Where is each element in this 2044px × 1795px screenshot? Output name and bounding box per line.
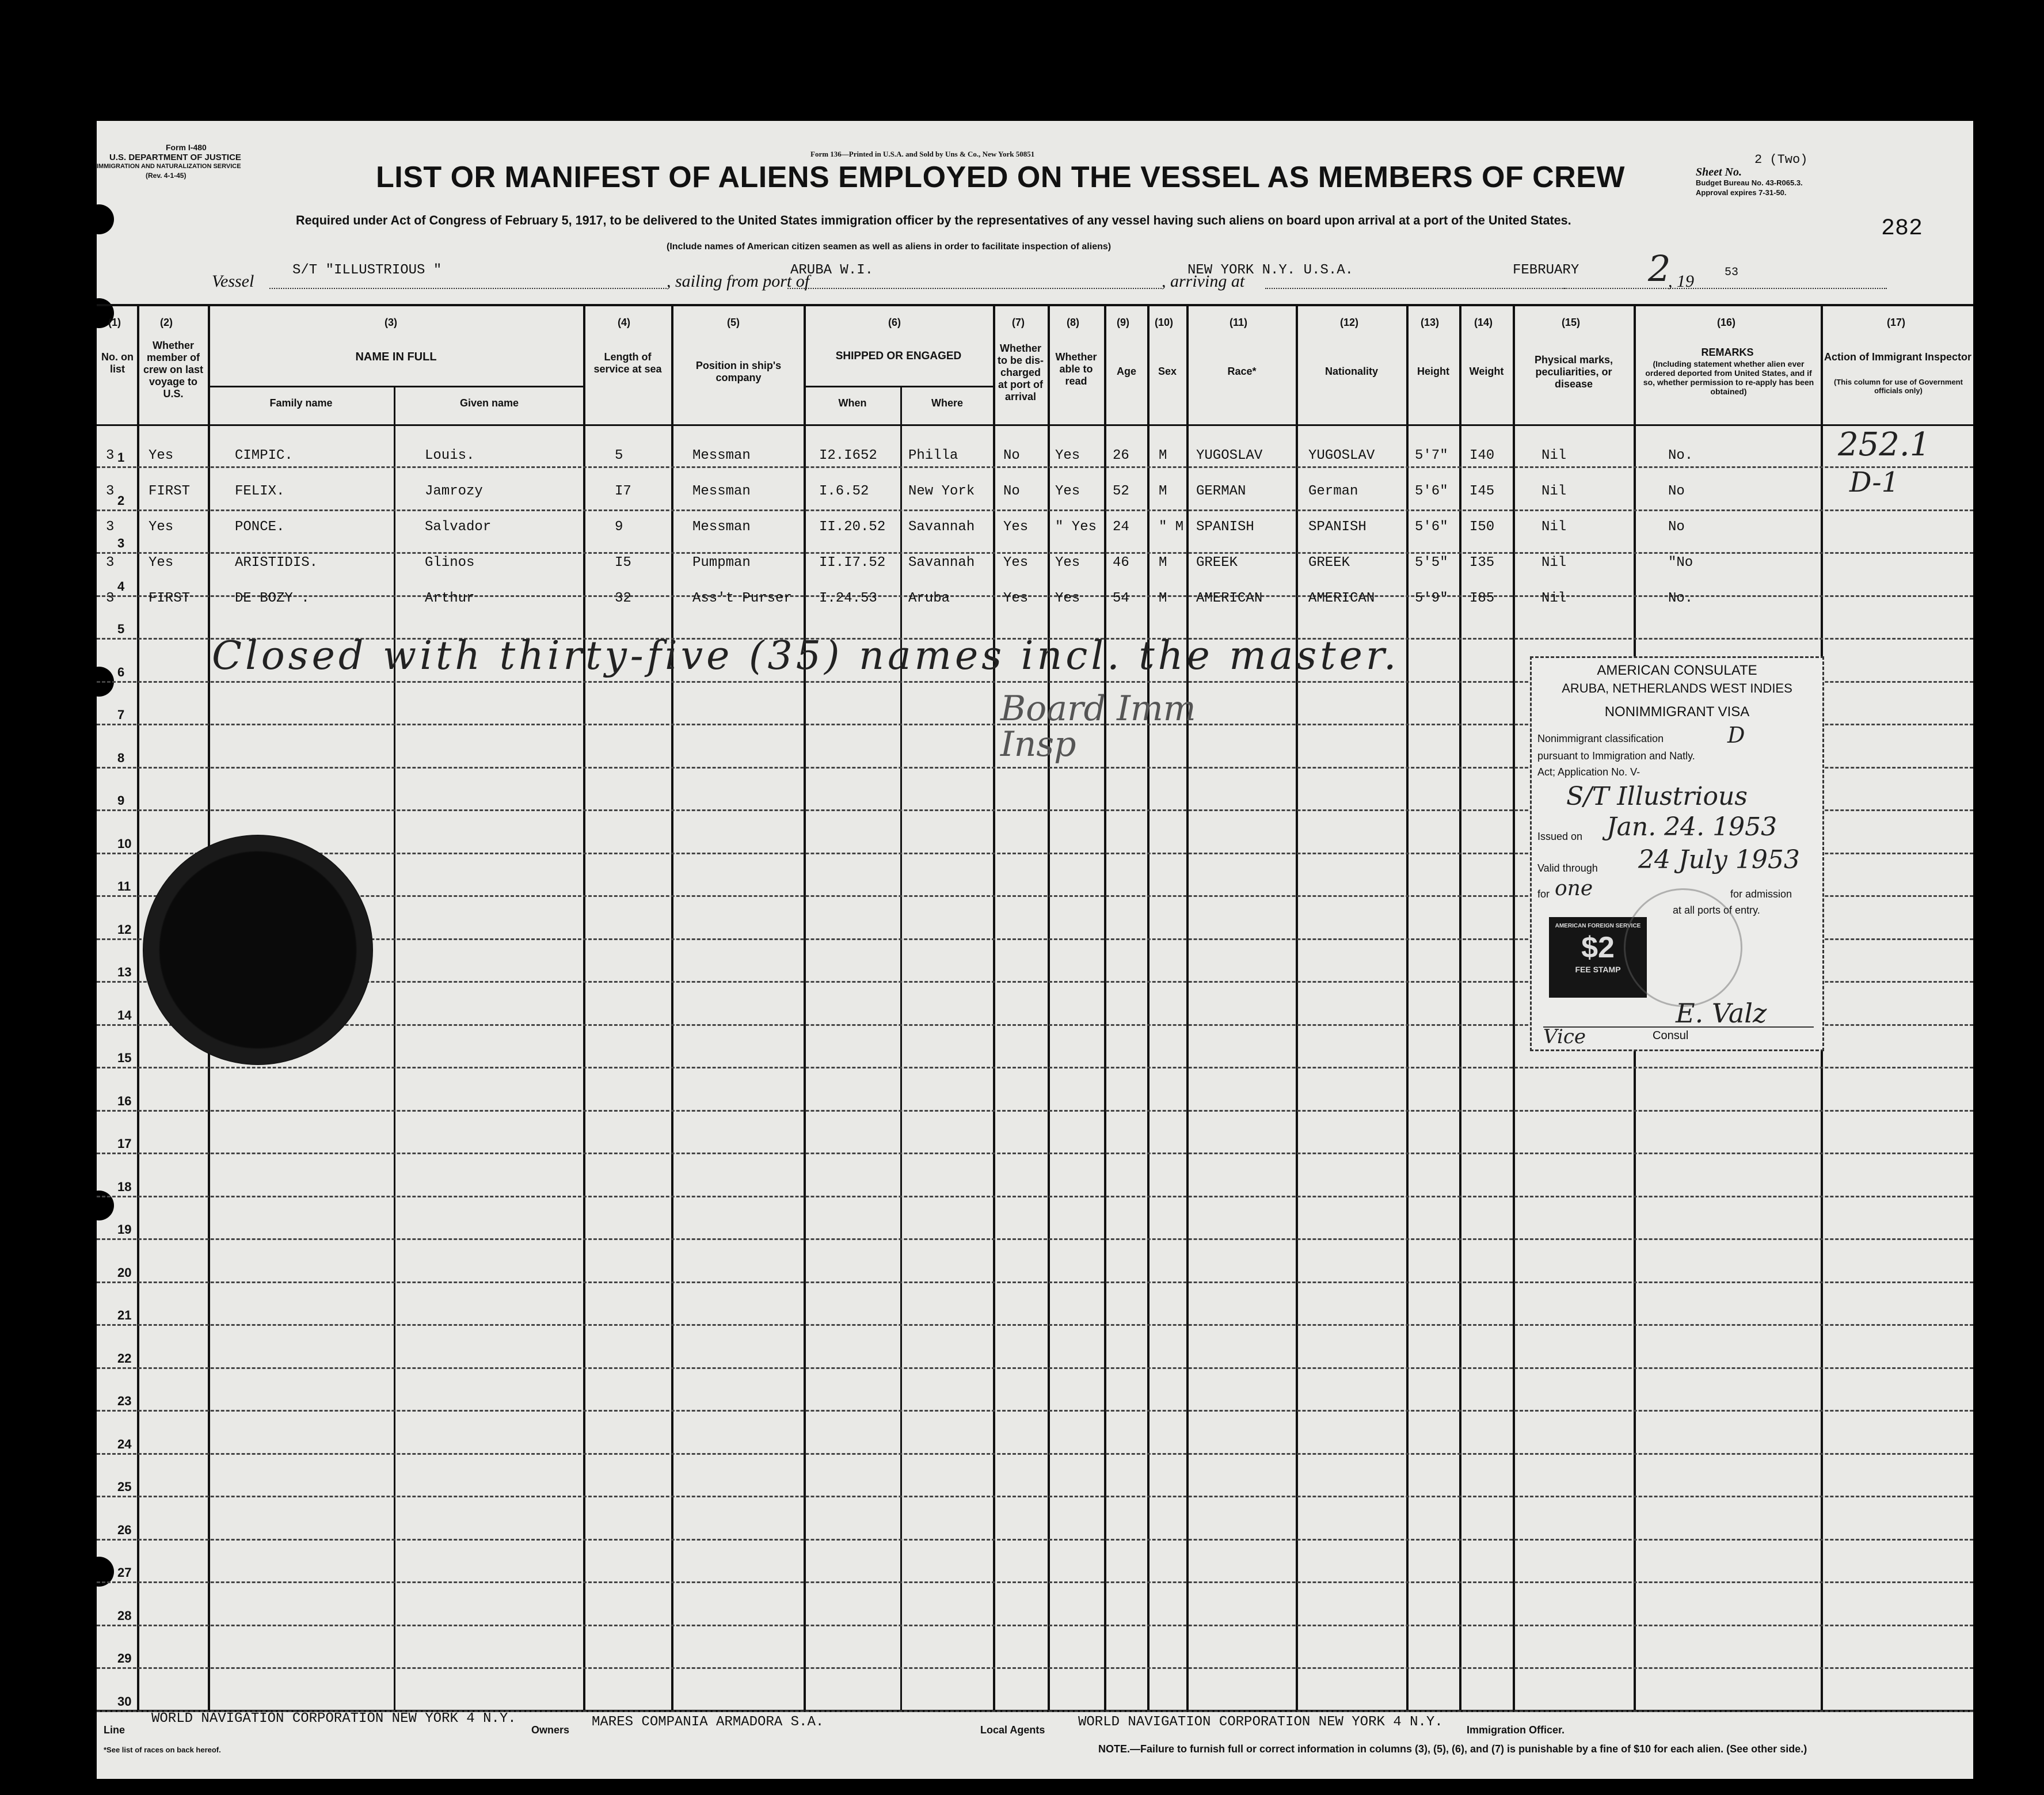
shipped-where: Savannah	[908, 555, 975, 571]
shipped-subheader-line	[804, 386, 993, 387]
row-number: 18	[117, 1179, 132, 1194]
ship-position: Pumpman	[692, 555, 751, 571]
row-number: 3	[117, 536, 125, 550]
sheet-label: Sheet No.	[1696, 166, 1742, 178]
col-label-action: Action of Immigrant Inspector	[1824, 351, 1972, 363]
col-label-weight: Weight	[1469, 366, 1504, 377]
physical-marks: Nil	[1541, 448, 1567, 463]
row-number: 9	[117, 793, 125, 808]
row-line	[97, 1539, 1973, 1541]
row-number: 12	[117, 922, 132, 937]
sex: M	[1159, 555, 1167, 571]
col-num-1: (1)	[108, 317, 121, 328]
row-number: 6	[117, 664, 125, 679]
row-number: 7	[117, 708, 125, 722]
weight: I35	[1470, 555, 1495, 571]
sex: M	[1159, 591, 1167, 606]
arrival-day: 2	[1648, 248, 1671, 290]
physical-marks: Nil	[1541, 484, 1567, 499]
crew-last-voyage: Yes	[149, 519, 174, 535]
height: 5'7"	[1415, 448, 1448, 463]
header-bottom-border	[97, 424, 1973, 426]
height: 5'9"	[1415, 591, 1448, 606]
able-to-read: Yes	[1055, 448, 1080, 463]
physical-marks: Nil	[1541, 519, 1567, 535]
col-num-8: (8)	[1067, 317, 1079, 328]
vice-text: Vice	[1543, 1025, 1586, 1048]
col-divider	[1147, 304, 1149, 1710]
action-code-2: D-1	[1849, 466, 1900, 499]
col-num-5: (5)	[727, 317, 740, 328]
row-number: 13	[117, 965, 132, 979]
col-num-10: (10)	[1155, 317, 1174, 328]
budget-number: Budget Bureau No. 43-R065.3.	[1696, 178, 1803, 187]
sheet-value: 2 (Two)	[1754, 153, 1808, 167]
shipped-where: Savannah	[908, 519, 975, 535]
row-line	[97, 1453, 1973, 1455]
ship-position: Messman	[692, 519, 751, 535]
for-label: for	[1537, 888, 1550, 900]
agents-label: Local Agents	[980, 1724, 1045, 1736]
row-number: 21	[117, 1308, 132, 1322]
age: 52	[1113, 484, 1129, 499]
issued-label: Issued on	[1537, 831, 1583, 842]
row-number: 15	[117, 1051, 132, 1065]
age: 54	[1113, 591, 1129, 606]
family-name: ARISTIDIS.	[235, 555, 318, 571]
col-label-read: Whether able to read	[1055, 351, 1097, 387]
col-num-6: (6)	[888, 317, 901, 328]
classification-value: D	[1727, 722, 1745, 748]
sex: M	[1159, 448, 1167, 463]
races-note: *See list of races on back hereof.	[104, 1745, 221, 1754]
weight: I85	[1470, 591, 1495, 606]
row-line	[97, 1067, 1973, 1068]
col-divider	[394, 386, 395, 1710]
date-underline	[1565, 288, 1887, 289]
shipped-where: New York	[908, 484, 975, 499]
row-line	[97, 1324, 1973, 1326]
col-label-name: NAME IN FULL	[355, 351, 437, 363]
row-number: 17	[117, 1136, 132, 1151]
col-num-16: (16)	[1717, 317, 1736, 328]
col-label-marks: Physical marks, peculiarities, or disease	[1534, 354, 1613, 390]
physical-marks: Nil	[1541, 591, 1567, 606]
shipped-when: I.24.53	[819, 591, 877, 606]
height: 5'6"	[1415, 519, 1448, 535]
col-divider	[804, 304, 806, 1710]
officer-label: Immigration Officer.	[1467, 1724, 1565, 1736]
vessel-label: Vessel	[212, 272, 254, 291]
issued-value: Jan. 24. 1953	[1607, 812, 1777, 842]
shipped-where: Aruba	[908, 591, 950, 606]
height: 5'5"	[1415, 555, 1448, 571]
family-name: FELIX.	[235, 484, 285, 499]
ship-position: Messman	[692, 484, 751, 499]
consul-signature: E. Valz	[1676, 998, 1767, 1029]
crew-last-voyage: FIRST	[149, 484, 191, 499]
col-divider	[1406, 304, 1409, 1710]
remarks: No	[1668, 484, 1685, 499]
action-code-1: 252.1	[1838, 426, 1931, 463]
able-to-read: " Yes	[1055, 519, 1097, 535]
col-label-height: Height	[1417, 366, 1449, 377]
service-length: 32	[615, 591, 631, 606]
name-subheader-line	[208, 386, 583, 387]
vessel-value: S/T "ILLUSTRIOUS "	[292, 263, 442, 278]
col-divider	[583, 304, 585, 1710]
row-number: 1	[117, 450, 125, 465]
table-top-border	[97, 304, 1973, 306]
remarks: No	[1668, 519, 1685, 535]
col-divider	[1459, 304, 1461, 1710]
row-number: 28	[117, 1608, 132, 1623]
row-line	[97, 1625, 1973, 1626]
race: GREEK	[1196, 555, 1238, 571]
col-divider	[1296, 304, 1298, 1710]
classification-label: Nonimmigrant classification	[1537, 733, 1664, 744]
pursuant-text: pursuant to Immigration and Natly.	[1537, 750, 1695, 762]
vessel-underline	[269, 288, 667, 289]
fee-stamp-bottom: FEE STAMP	[1575, 965, 1621, 974]
nationality: German	[1308, 484, 1358, 499]
form-rev: (Rev. 4-1-45)	[146, 172, 186, 180]
row-number: 5	[117, 622, 125, 636]
col-num-7: (7)	[1012, 317, 1025, 328]
col-label-given: Given name	[459, 397, 519, 409]
col-label-discharge: Whether to be dis-charged at port of arrival	[998, 343, 1044, 402]
form-id: Form I-480	[166, 143, 207, 152]
col-divider	[1186, 304, 1189, 1710]
service-length: I5	[615, 555, 631, 571]
col-num-14: (14)	[1474, 317, 1493, 328]
row-number: 14	[117, 1007, 132, 1022]
admission-text: for admission	[1730, 888, 1792, 900]
height: 5'6"	[1415, 484, 1448, 499]
weight: I45	[1470, 484, 1495, 499]
row-line	[97, 1110, 1973, 1112]
fee-stamp-top: AMERICAN FOREIGN SERVICE	[1555, 923, 1641, 929]
crew-last-voyage: FIRST	[149, 591, 191, 606]
col-label-when: When	[838, 397, 867, 409]
col-label-no: No. on list	[101, 351, 134, 375]
age: 26	[1113, 448, 1129, 463]
crew-last-voyage: Yes	[149, 448, 174, 463]
family-name: CIMPIC.	[235, 448, 293, 463]
row-line	[97, 1238, 1973, 1240]
notary-seal	[143, 835, 373, 1065]
col-divider	[671, 304, 673, 1710]
row-number: 8	[117, 750, 125, 765]
nationality: YUGOSLAV	[1308, 448, 1375, 463]
agents-value: WORLD NAVIGATION CORPORATION NEW YORK 4 N.Y.	[1078, 1714, 1443, 1730]
service-length: 5	[615, 448, 623, 463]
row-line	[97, 552, 1973, 554]
col-divider	[1513, 304, 1515, 1710]
remarks: No.	[1668, 448, 1693, 463]
nationality: AMERICAN	[1308, 591, 1375, 606]
approval-expiry: Approval expires 7-31-50.	[1696, 188, 1787, 197]
col-divider	[900, 386, 902, 1710]
row-line	[97, 1281, 1973, 1283]
age: 46	[1113, 555, 1129, 571]
row-line	[97, 466, 1973, 468]
col-num-13: (13)	[1421, 317, 1440, 328]
discharge-flag: Yes	[1003, 519, 1029, 535]
col-num-2: (2)	[160, 317, 173, 328]
col-divider	[137, 304, 139, 1710]
consulate-visa-stamp	[1530, 656, 1824, 1051]
shipped-when: I.6.52	[819, 484, 869, 499]
given-name: Jamrozy	[425, 484, 483, 499]
ports-text: at all ports of entry.	[1673, 904, 1760, 916]
ship-position: Ass't Purser	[692, 591, 792, 606]
fee-stamp-amount: $2	[1581, 931, 1615, 964]
discharge-flag: No	[1003, 448, 1020, 463]
remarks: No.	[1668, 591, 1693, 606]
row-line	[97, 1196, 1973, 1197]
page-title: LIST OR MANIFEST OF ALIENS EMPLOYED ON THE VESSEL AS MEMBERS OF CREW	[376, 161, 1625, 194]
col-divider	[1104, 304, 1106, 1710]
row-number: 20	[117, 1265, 132, 1280]
given-name: Louis.	[425, 448, 475, 463]
consulate-line-1: AMERICAN CONSULATE	[1597, 663, 1757, 678]
col-label-crew: Whether member of crew on last voyage to U.S.	[143, 340, 204, 400]
race: YUGOSLAV	[1196, 448, 1263, 463]
row-number: 16	[117, 1093, 132, 1108]
discharge-flag: No	[1003, 484, 1020, 499]
application-text: Act; Application No. V-	[1537, 766, 1640, 778]
discharge-flag: Yes	[1003, 555, 1029, 571]
col-num-15: (15)	[1562, 317, 1581, 328]
shipped-when: I2.I652	[819, 448, 877, 463]
col-num-17: (17)	[1887, 317, 1906, 328]
weight: I40	[1470, 448, 1495, 463]
col-label-where: Where	[931, 397, 963, 409]
nationality: SPANISH	[1308, 519, 1367, 535]
discharge-flag: Yes	[1003, 591, 1029, 606]
col-divider	[1048, 304, 1050, 1710]
row-line	[97, 1410, 1973, 1412]
printer-line: Form 136—Printed in U.S.A. and Sold by Uns & Co., New York 50851	[810, 150, 1035, 158]
col-label-service: Length of service at sea	[593, 351, 662, 375]
col-num-11: (11)	[1230, 317, 1248, 328]
form-subtitle-2: (Include names of American citizen seamen as well as aliens in order to facilitate inspection of aliens)	[667, 242, 1112, 252]
family-name: PONCE.	[235, 519, 285, 535]
service-name: IMMIGRATION AND NATURALIZATION SERVICE	[97, 163, 241, 170]
row-number: 11	[117, 879, 131, 893]
arriving-value: NEW YORK N.Y. U.S.A.	[1187, 263, 1354, 278]
footer-note: NOTE.—Failure to furnish full or correct information in columns (3), (5), (6), and (7) is punishable by a fine of $10 for each alien. (See other side.)	[1098, 1743, 1807, 1755]
row-prefix: 3	[106, 448, 115, 463]
col-label-remarks-sub: (Including statement whether alien ever ordered deported from United States, and if so, whether permission to re-apply has been obtained)	[1643, 359, 1814, 396]
line-label: Line	[104, 1724, 125, 1736]
col-label-remarks: REMARKS	[1701, 347, 1754, 358]
row-line	[97, 1367, 1973, 1369]
circular-seal	[1624, 888, 1742, 1007]
form-subtitle: Required under Act of Congress of February 5, 1917, to be delivered to the United States immigration officer by the representatives of any vessel having such aliens on board upon arrival at a port of the United States.	[296, 213, 1571, 227]
manifest-sheet	[97, 121, 1973, 1779]
nationality: GREEK	[1308, 555, 1350, 571]
closing-note: Closed with thirty-five (35) names incl. the master.	[212, 633, 1400, 679]
row-prefix: 3	[106, 591, 115, 606]
crew-last-voyage: Yes	[149, 555, 174, 571]
race: GERMAN	[1196, 484, 1246, 499]
valid-value: 24 July 1953	[1638, 845, 1800, 874]
row-number: 25	[117, 1480, 132, 1494]
consul-label: Consul	[1653, 1029, 1689, 1042]
col-label-position: Position in ship's company	[695, 360, 782, 383]
owners-value: MARES COMPANIA ARMADORA S.A.	[592, 1714, 824, 1730]
col-label-family: Family name	[269, 397, 333, 409]
family-name: DE BOZY .	[235, 591, 310, 606]
shipped-when: II.20.52	[819, 519, 886, 535]
col-label-race: Race*	[1227, 366, 1257, 377]
for-value: one	[1555, 877, 1593, 900]
col-label-nationality: Nationality	[1324, 366, 1378, 377]
year-prefix: , 19	[1668, 272, 1694, 291]
ship-position: Messman	[692, 448, 751, 463]
punch-hole	[84, 204, 114, 234]
col-num-12: (12)	[1340, 317, 1359, 328]
row-line	[97, 509, 1973, 511]
valid-label: Valid through	[1537, 862, 1598, 874]
row-number: 23	[117, 1394, 132, 1408]
row-prefix: 3	[106, 519, 115, 535]
physical-marks: Nil	[1541, 555, 1567, 571]
age: 24	[1113, 519, 1129, 535]
row-number: 29	[117, 1651, 132, 1665]
consulate-line-3: NONIMMIGRANT VISA	[1604, 704, 1750, 720]
row-number: 27	[117, 1565, 132, 1580]
sex: M	[1159, 484, 1167, 499]
race: AMERICAN	[1196, 591, 1263, 606]
arriving-underline	[1265, 288, 1565, 289]
inspector-signature: Board Imm Insp	[1000, 689, 1196, 765]
sailing-label: , sailing from port of	[667, 272, 810, 291]
col-label-action-sub: (This column for use of Government officials only)	[1834, 378, 1963, 395]
row-line	[97, 1153, 1973, 1154]
row-number: 26	[117, 1522, 132, 1537]
shipped-when: II.I7.52	[819, 555, 886, 571]
row-prefix: 3	[106, 555, 115, 571]
row-line	[97, 1496, 1973, 1497]
race: SPANISH	[1196, 519, 1254, 535]
dept-name: U.S. DEPARTMENT OF JUSTICE	[109, 153, 241, 162]
owners-label: Owners	[531, 1724, 570, 1736]
consulate-line-2: ARUBA, NETHERLANDS WEST INDIES	[1562, 681, 1792, 695]
visa-vessel: S/T Illustrious	[1566, 782, 1748, 811]
col-num-3: (3)	[385, 317, 397, 328]
row-number: 24	[117, 1436, 132, 1451]
sailing-value: ARUBA W.I.	[790, 263, 874, 278]
row-number: 22	[117, 1351, 132, 1366]
row-line	[97, 1581, 1973, 1583]
weight: I50	[1470, 519, 1495, 535]
col-label-age: Age	[1116, 366, 1136, 377]
col-divider	[993, 304, 995, 1710]
row-number: 30	[117, 1694, 132, 1709]
service-length: I7	[615, 484, 631, 499]
service-length: 9	[615, 519, 623, 535]
remarks: "No	[1668, 555, 1693, 571]
arriving-label: , arriving at	[1162, 272, 1245, 291]
row-line	[97, 1667, 1973, 1669]
able-to-read: Yes	[1055, 591, 1080, 606]
arrival-year: 53	[1725, 266, 1739, 279]
able-to-read: Yes	[1055, 484, 1080, 499]
row-number: 2	[117, 493, 125, 508]
given-name: Glinos	[425, 555, 475, 571]
line-value: WORLD NAVIGATION CORPORATION NEW YORK 4 N.Y.	[151, 1711, 516, 1726]
given-name: Salvador	[425, 519, 492, 535]
sailing-underline	[787, 288, 1162, 289]
col-num-9: (9)	[1117, 317, 1129, 328]
row-prefix: 3	[106, 484, 115, 499]
row-number: 19	[117, 1222, 132, 1237]
able-to-read: Yes	[1055, 555, 1080, 571]
row-number: 4	[117, 579, 125, 594]
sex: " M	[1159, 519, 1184, 535]
col-num-4: (4)	[618, 317, 630, 328]
col-label-sex: Sex	[1158, 366, 1177, 377]
row-number: 10	[117, 836, 132, 851]
page-number: 282	[1881, 216, 1923, 242]
shipped-where: Philla	[908, 448, 958, 463]
col-label-shipped: SHIPPED OR ENGAGED	[835, 350, 962, 362]
given-name: Arthur	[425, 591, 475, 606]
arrival-month: FEBRUARY	[1513, 263, 1579, 278]
